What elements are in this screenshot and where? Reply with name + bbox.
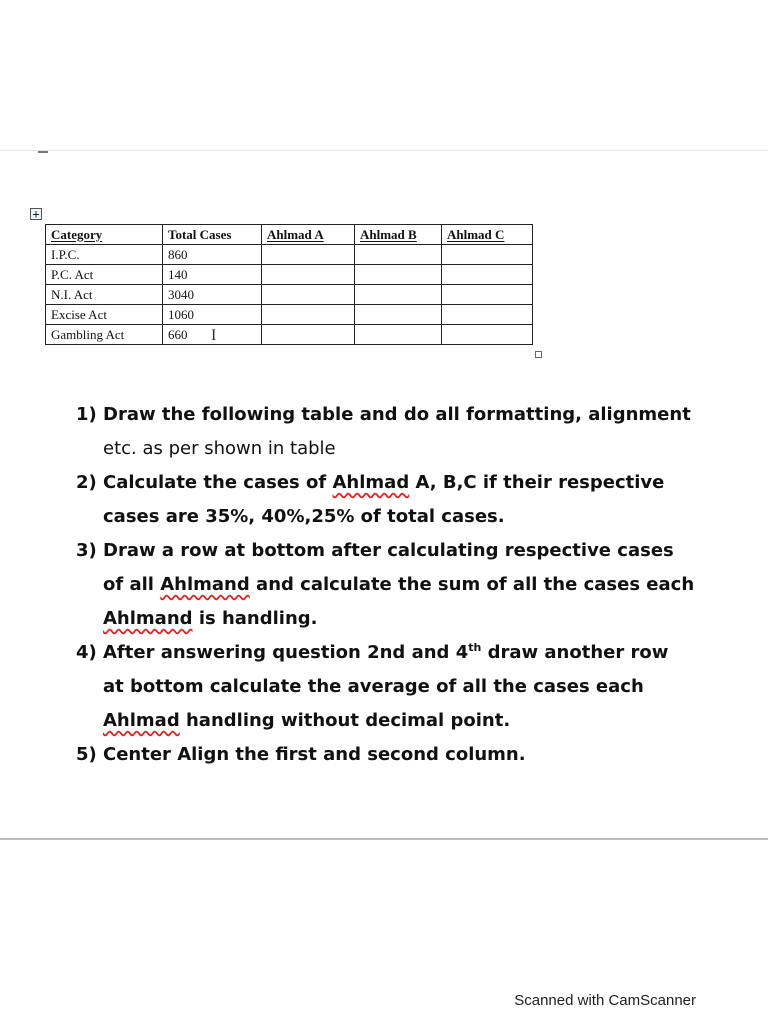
instruction-4 — [76, 636, 736, 738]
instruction-text: Center Align the first and second column. — [103, 744, 526, 765]
cell-ahlmad-b[interactable] — [355, 245, 442, 265]
spellcheck-word[interactable]: Ahlmand — [103, 608, 193, 629]
instruction-text: and calculate the sum of all the cases each — [256, 574, 695, 595]
text-cursor-icon: I — [211, 327, 217, 344]
scanner-watermark: Scanned with CamScanner — [514, 992, 696, 1009]
cell-ahlmad-a[interactable] — [262, 245, 355, 265]
spellcheck-word[interactable]: Ahlmad — [332, 472, 410, 493]
cell-ahlmad-c[interactable] — [442, 305, 533, 325]
table-row — [46, 285, 533, 305]
instruction-text: draw another row — [487, 642, 669, 663]
cell-category[interactable]: Excise Act — [46, 305, 163, 325]
instruction-number: 5) — [76, 744, 97, 765]
cell-total-cases[interactable]: 660 — [163, 325, 262, 345]
cell-ahlmad-c[interactable] — [442, 325, 533, 345]
cell-category[interactable]: Gambling Act — [46, 325, 163, 345]
header-category[interactable]: Category — [46, 225, 163, 245]
table-row — [46, 305, 533, 325]
instruction-number: 3) — [76, 540, 97, 561]
header-ahlmad-a[interactable]: Ahlmad A — [262, 225, 355, 245]
instruction-number: 2) — [76, 472, 97, 493]
table-header-row — [46, 225, 533, 245]
cell-total-cases[interactable]: 3040 — [163, 285, 262, 305]
instruction-2 — [76, 466, 736, 534]
instruction-text: After answering question 2nd and 4 — [103, 642, 469, 663]
cases-table — [45, 224, 533, 345]
header-ahlmad-b[interactable]: Ahlmad B — [355, 225, 442, 245]
page-top-divider — [0, 150, 768, 151]
cell-ahlmad-c[interactable] — [442, 285, 533, 305]
cell-total-cases[interactable]: 860 — [163, 245, 262, 265]
cell-ahlmad-c[interactable] — [442, 265, 533, 285]
table-move-handle-icon[interactable]: + — [30, 208, 42, 220]
cell-ahlmad-b[interactable] — [355, 305, 442, 325]
cell-total-cases[interactable]: 140 — [163, 265, 262, 285]
instruction-number: 4) — [76, 642, 97, 663]
cell-ahlmad-a[interactable] — [262, 325, 355, 345]
instruction-text: Calculate the cases of — [103, 472, 327, 493]
instruction-3 — [76, 534, 736, 636]
ruler-tick — [38, 151, 48, 153]
instruction-text: is handling. — [198, 608, 318, 629]
spellcheck-word[interactable]: Ahlmad — [103, 710, 180, 731]
cell-category[interactable]: P.C. Act — [46, 265, 163, 285]
instruction-text: handling without decimal point. — [185, 710, 511, 731]
ordinal-superscript: th — [468, 641, 482, 654]
header-ahlmad-c[interactable]: Ahlmad C — [442, 225, 533, 245]
spellcheck-word[interactable]: Ahlmand — [160, 574, 250, 595]
cell-ahlmad-b[interactable] — [355, 285, 442, 305]
table-resize-handle-icon[interactable] — [535, 351, 542, 358]
table-row — [46, 265, 533, 285]
cell-ahlmad-a[interactable] — [262, 285, 355, 305]
cell-category[interactable]: I.P.C. — [46, 245, 163, 265]
cell-ahlmad-a[interactable] — [262, 265, 355, 285]
table-row — [46, 245, 533, 265]
instruction-text: of all — [103, 574, 154, 595]
instruction-text: cases are 35%, 40%,25% of total cases. — [103, 506, 505, 527]
table-row — [46, 325, 533, 345]
cell-total-cases[interactable]: 1060 — [163, 305, 262, 325]
cell-ahlmad-b[interactable] — [355, 325, 442, 345]
instruction-text: etc. as per shown in table — [103, 438, 336, 459]
header-total-cases[interactable]: Total Cases — [163, 225, 262, 245]
instruction-text: at bottom calculate the average of all the cases each — [103, 676, 644, 697]
instruction-5 — [76, 738, 736, 772]
instruction-number: 1) — [76, 404, 97, 425]
cell-ahlmad-c[interactable] — [442, 245, 533, 265]
cell-ahlmad-a[interactable] — [262, 305, 355, 325]
instruction-1 — [76, 398, 736, 466]
instruction-text: Draw the following table and do all formatting, alignment — [103, 404, 691, 425]
instruction-text: A, B,C if their respective — [415, 472, 665, 493]
page-bottom-divider — [0, 838, 768, 840]
instructions-list — [76, 398, 736, 772]
cell-category[interactable]: N.I. Act — [46, 285, 163, 305]
cell-ahlmad-b[interactable] — [355, 265, 442, 285]
instruction-text: Draw a row at bottom after calculating respective cases — [103, 540, 674, 561]
